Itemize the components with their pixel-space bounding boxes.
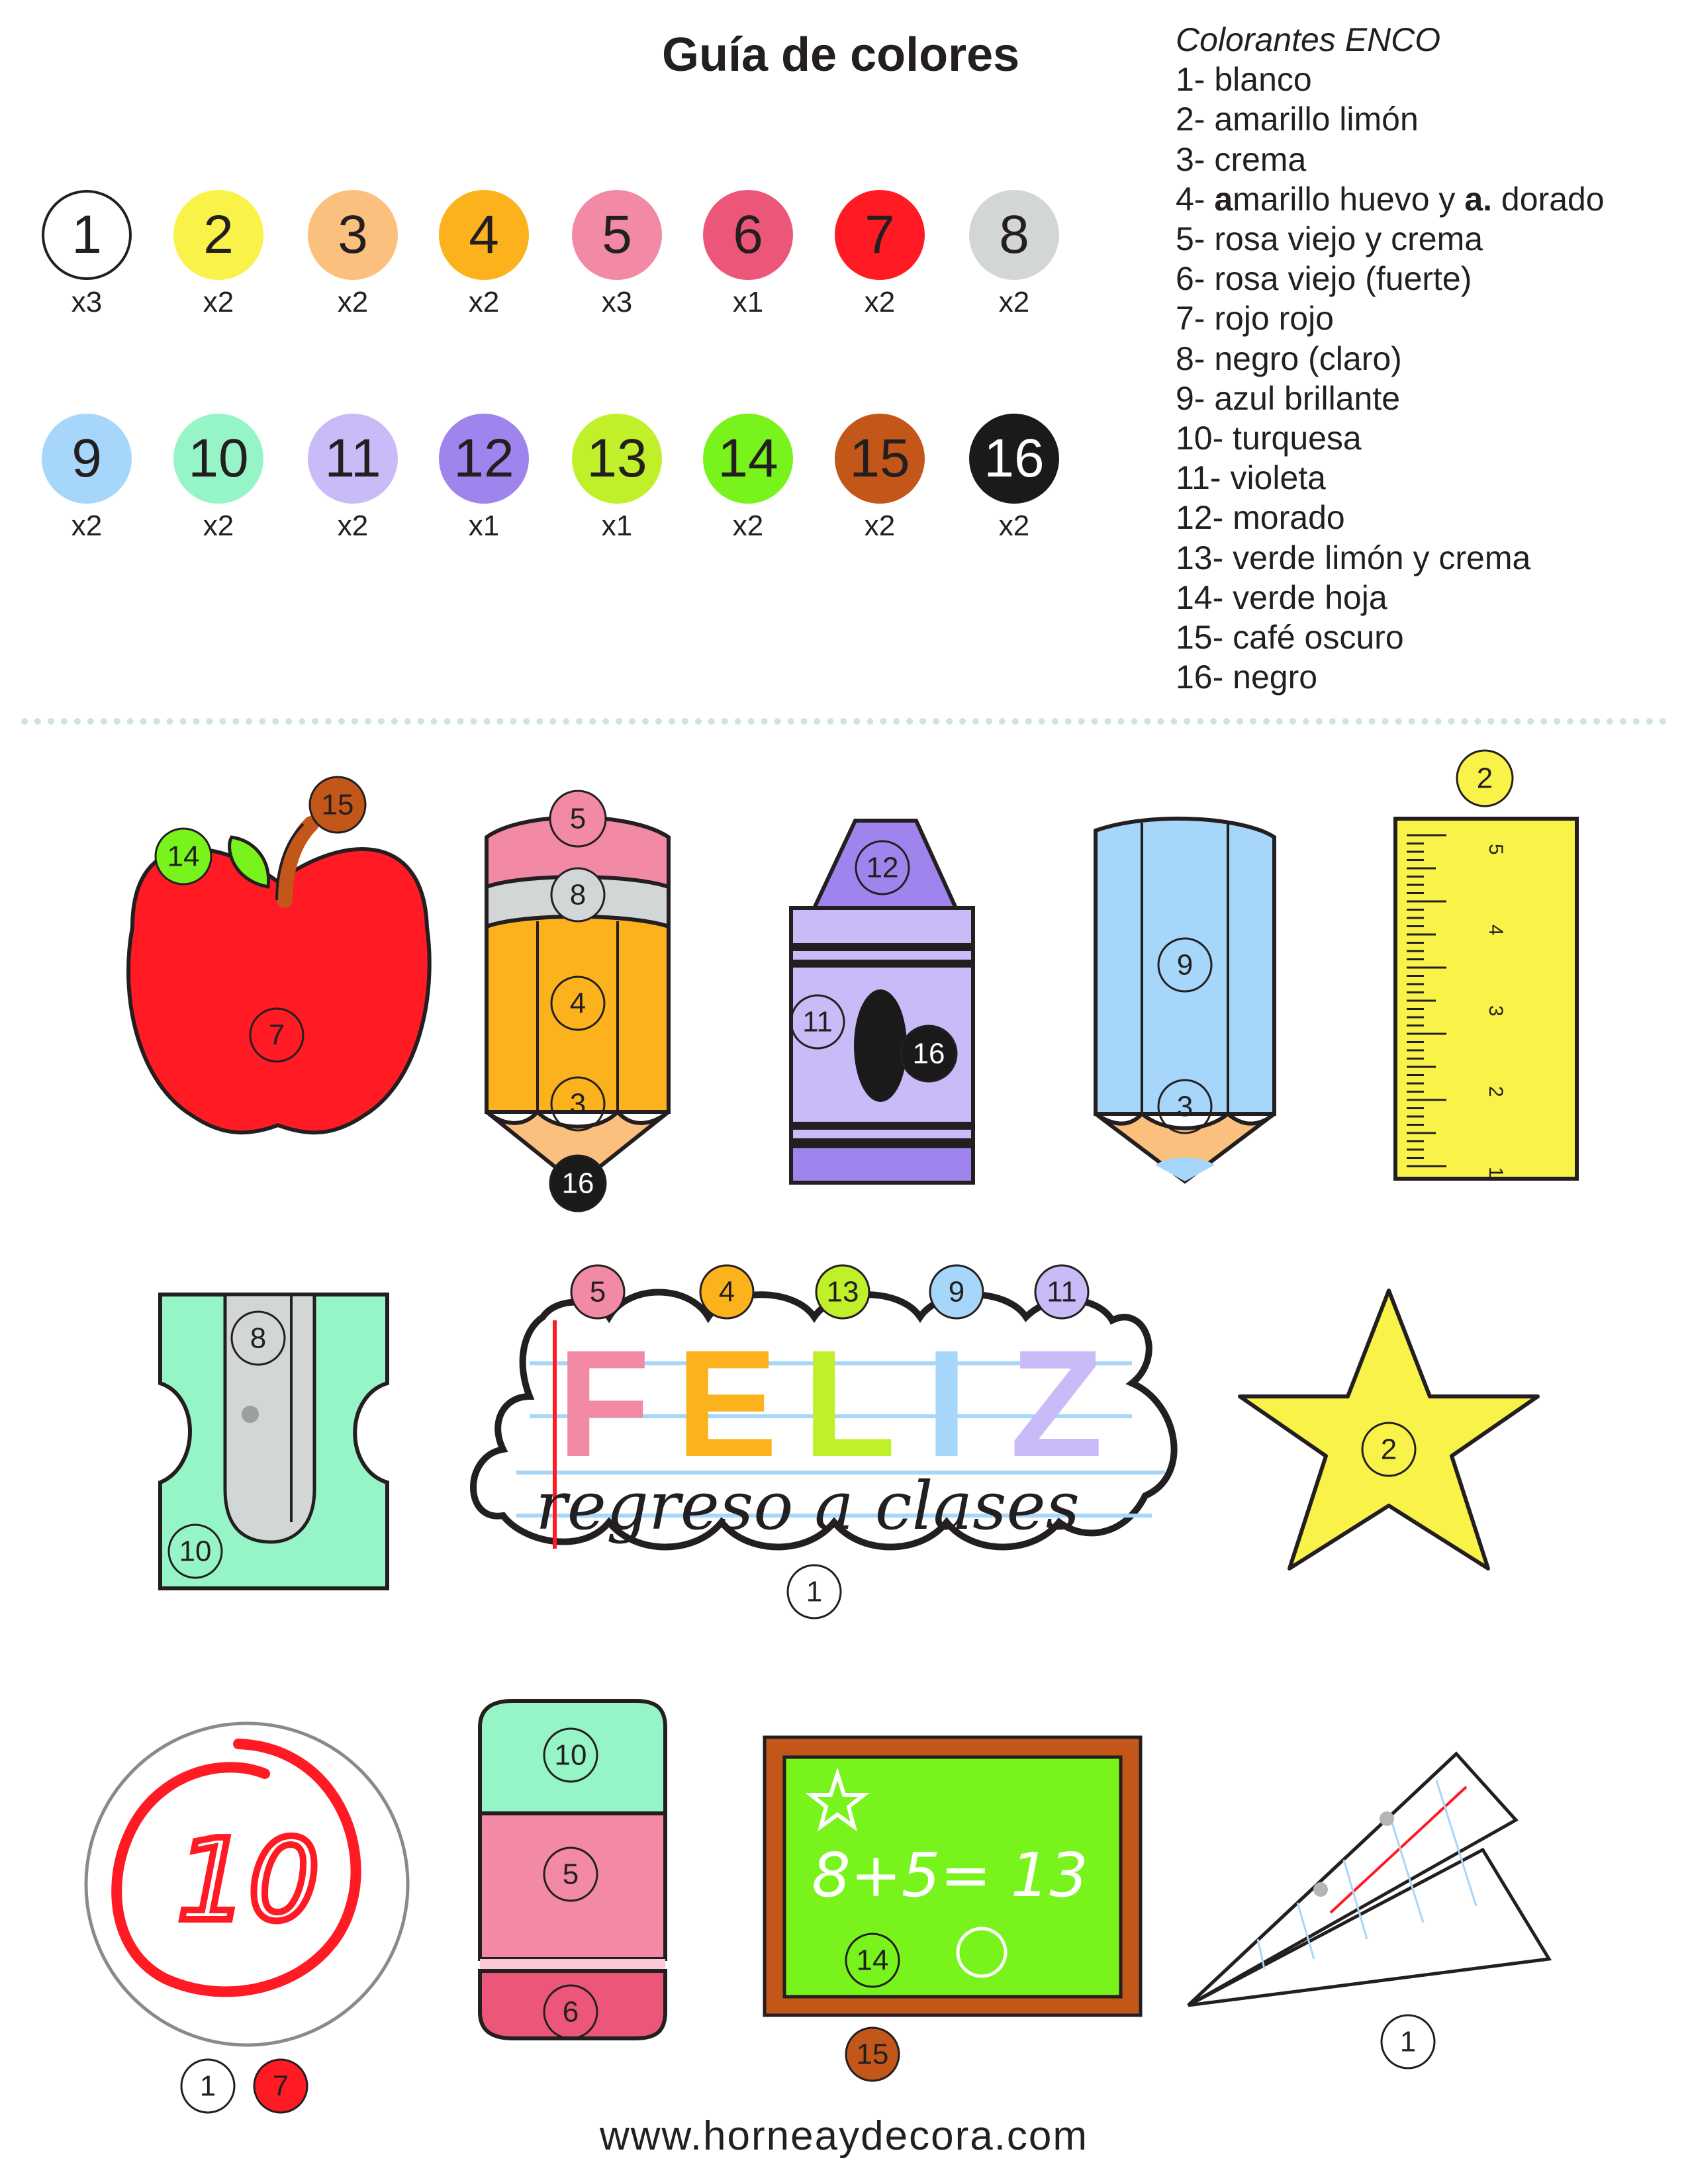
color-label	[816, 1265, 869, 1318]
label-text: 11	[802, 1005, 833, 1038]
legend-line: 3- crema	[1176, 140, 1307, 178]
label-text: 1	[1399, 2025, 1417, 2058]
label-text: 6	[562, 1995, 579, 2028]
swatch-multiplier: x2	[71, 510, 103, 542]
label-text: 8	[569, 878, 586, 911]
color-label	[571, 1265, 624, 1318]
label-text: 15	[856, 2038, 889, 2071]
color-label	[846, 2028, 899, 2081]
color-swatch-4: 4	[439, 190, 529, 280]
swatch-multiplier: x2	[998, 510, 1030, 542]
label-text: 4	[569, 987, 586, 1020]
label-text: 1	[806, 1575, 823, 1608]
label-text: 7	[272, 2070, 289, 2103]
page-title: Guía de colores	[662, 28, 1020, 81]
color-label	[310, 777, 365, 833]
legend-line: 10- turquesa	[1176, 420, 1362, 457]
label-text: 5	[562, 1858, 579, 1891]
banner-letter: E	[676, 1318, 778, 1488]
color-swatch-3: 3	[308, 190, 398, 280]
legend-line: 7- rojo rojo	[1176, 300, 1334, 338]
label-text: 3	[569, 1087, 586, 1120]
chalkboard-equation: 8+5= 13	[812, 1840, 1088, 1911]
legend-line: 1- blanco	[1176, 61, 1312, 99]
eraser-illustration	[480, 1701, 665, 2038]
legend-line: 8- negro (claro)	[1176, 340, 1402, 377]
feliz-banner-illustration	[473, 1265, 1174, 1618]
ruler-tick-label: 1	[1485, 1167, 1507, 1178]
swatch-multiplier: x2	[864, 286, 896, 318]
label-text: 14	[167, 840, 200, 873]
color-label	[901, 1026, 957, 1081]
swatch-multiplier: x1	[732, 286, 764, 318]
color-label	[1035, 1265, 1088, 1318]
label-text: 10	[554, 1739, 587, 1772]
banner-letter: L	[802, 1318, 896, 1488]
banner-subtitle: regreso a clases	[535, 1467, 1080, 1545]
color-label	[550, 791, 606, 846]
legend-line: 4- amarillo huevo y a. dorado	[1176, 180, 1605, 218]
color-swatch-16: 16	[969, 414, 1059, 504]
label-text: 9	[1176, 948, 1194, 981]
color-swatch-13: 13	[572, 414, 662, 504]
label-text: 7	[268, 1019, 285, 1052]
label-text: 2	[1476, 762, 1493, 795]
label-text: 2	[1380, 1433, 1397, 1466]
legend-line: 12- morado	[1176, 499, 1345, 537]
color-label	[156, 829, 211, 884]
color-swatch-7: 7	[835, 190, 925, 280]
blue-pencil-illustration	[1096, 819, 1274, 1181]
swatch-multiplier: x2	[203, 510, 234, 542]
color-swatch-2: 2	[173, 190, 263, 280]
grade-score: 10	[176, 1815, 320, 1946]
swatch-multiplier: x2	[337, 286, 369, 318]
swatch-multiplier: x2	[998, 286, 1030, 318]
swatch-multiplier: x3	[71, 286, 103, 318]
swatch-multiplier: x3	[601, 286, 633, 318]
color-label	[181, 2060, 234, 2113]
label-text: 14	[856, 1944, 889, 1977]
legend-line: 14- verde hoja	[1176, 578, 1387, 616]
label-text: 9	[948, 1275, 965, 1308]
ruler-tick-label: 4	[1485, 925, 1507, 936]
legend-line: 11- violeta	[1176, 459, 1326, 497]
color-swatch-14: 14	[703, 414, 793, 504]
banner-letter: Z	[1009, 1318, 1103, 1488]
banner-letter: F	[557, 1318, 651, 1488]
legend-title: Colorantes ENCO	[1176, 21, 1441, 58]
sharpener-illustration	[160, 1295, 387, 1588]
swatch-multiplier: x2	[732, 510, 764, 542]
ruler-tick-label: 2	[1485, 1086, 1507, 1097]
swatch-multiplier: x2	[468, 286, 500, 318]
color-swatch-1: 1	[42, 190, 132, 280]
swatch-multiplier: x1	[601, 510, 633, 542]
ruler-tick-label: 3	[1485, 1005, 1507, 1017]
label-text: 3	[1176, 1090, 1194, 1123]
chalkboard-illustration	[765, 1737, 1141, 2081]
legend-line: 5- rosa viejo y crema	[1176, 220, 1483, 258]
label-text: 10	[179, 1535, 212, 1568]
apple-illustration	[128, 777, 430, 1132]
color-label	[550, 1156, 606, 1211]
color-label	[254, 2060, 307, 2113]
crayon-illustration	[791, 821, 973, 1183]
legend-line: 2- amarillo limón	[1176, 101, 1419, 138]
star-illustration	[1240, 1291, 1538, 1569]
paper-plane-illustration	[1188, 1754, 1549, 2068]
color-label	[551, 868, 604, 921]
footer-url[interactable]: www.horneaydecora.com	[599, 2113, 1089, 2159]
label-text: 5	[589, 1275, 606, 1308]
label-text: 16	[561, 1167, 594, 1200]
label-text: 11	[1047, 1275, 1077, 1308]
color-label	[1382, 2015, 1434, 2068]
label-text: 5	[569, 802, 586, 835]
legend-line: 6- rosa viejo (fuerte)	[1176, 260, 1472, 298]
swatch-multiplier: x2	[864, 510, 896, 542]
swatch-multiplier: x1	[468, 510, 500, 542]
color-swatch-8: 8	[969, 190, 1059, 280]
ruler-tick-label: 5	[1485, 844, 1507, 855]
color-swatch-5: 5	[572, 190, 662, 280]
color-swatch-15: 15	[835, 414, 925, 504]
legend-line: 16- negro	[1176, 659, 1318, 696]
swatch-multiplier: x2	[203, 286, 234, 318]
label-text: 13	[826, 1275, 859, 1308]
label-text: 8	[250, 1322, 267, 1355]
color-label	[788, 1565, 841, 1618]
label-text: 12	[866, 851, 899, 884]
label-text: 16	[912, 1037, 945, 1070]
color-label	[1457, 751, 1513, 806]
banner-letter: I	[925, 1318, 968, 1488]
color-swatch-10: 10	[173, 414, 263, 504]
color-swatch-9: 9	[42, 414, 132, 504]
color-swatch-6: 6	[703, 190, 793, 280]
legend-line: 9- azul brillante	[1176, 379, 1401, 417]
color-swatch-12: 12	[439, 414, 529, 504]
color-label	[232, 1312, 285, 1365]
legend-line: 15- café oscuro	[1176, 619, 1404, 657]
color-swatch-11: 11	[308, 414, 398, 504]
label-text: 4	[718, 1275, 735, 1308]
grade-seal-illustration	[86, 1723, 408, 2113]
label-text: 15	[321, 788, 354, 821]
swatch-multiplier: x2	[337, 510, 369, 542]
ruler-illustration	[1395, 751, 1577, 1179]
pencil-illustration	[487, 791, 669, 1211]
legend-line: 13- verde limón y crema	[1176, 539, 1531, 576]
color-label	[700, 1265, 753, 1318]
label-text: 1	[199, 2070, 216, 2103]
color-label	[930, 1265, 983, 1318]
